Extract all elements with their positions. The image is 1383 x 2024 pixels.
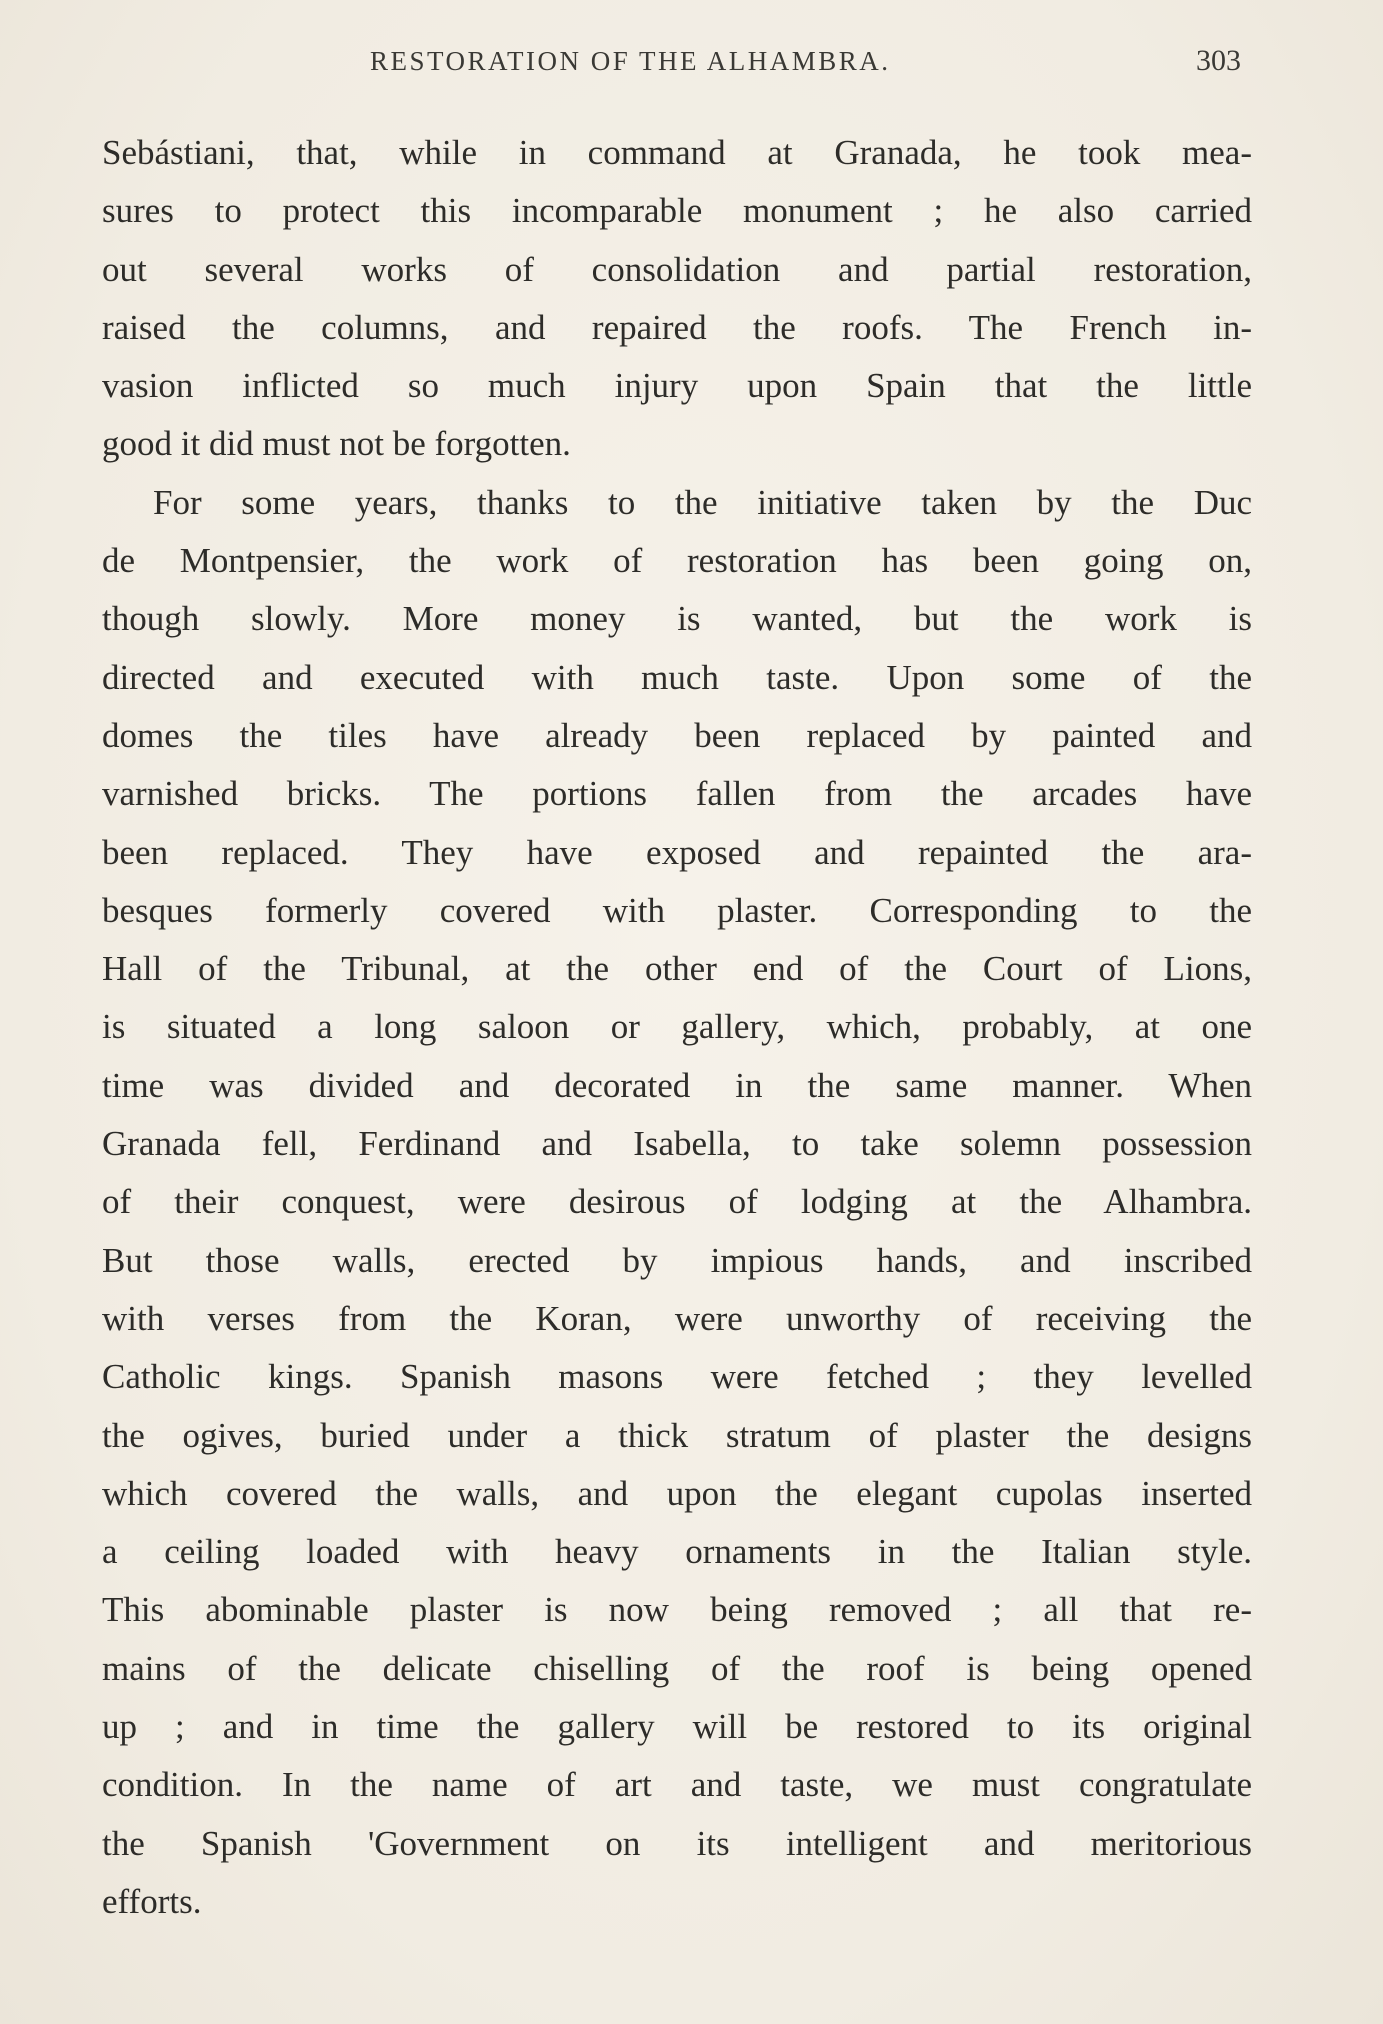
text-line: time was divided and decorated in the same manner. When — [102, 1065, 1252, 1105]
text-line: besques formerly covered with plaster. Corresponding to the — [102, 890, 1252, 930]
text-line: good it did must not be forgotten. — [102, 424, 571, 464]
text-line: domes the tiles have already been replaced by painted and — [102, 715, 1252, 755]
text-line: the Spanish 'Government on its intelligent and meritorious — [102, 1823, 1252, 1863]
text-line: raised the columns, and repaired the roofs. The French in- — [102, 307, 1252, 347]
text-line: is situated a long saloon or gallery, which, probably, at one — [102, 1007, 1252, 1047]
text-line: of their conquest, were desirous of lodging at the Alhambra. — [102, 1182, 1252, 1222]
text-line: with verses from the Koran, were unworthy of receiving the — [102, 1298, 1252, 1338]
text-line: vasion inflicted so much injury upon Spain that the little — [102, 366, 1252, 406]
text-line: up ; and in time the gallery will be restored to its original — [102, 1707, 1252, 1747]
text-line: though slowly. More money is wanted, but the work is — [102, 599, 1252, 639]
page-number: 303 — [1196, 44, 1241, 77]
text-line: de Montpensier, the work of restoration has been going on, — [102, 541, 1252, 581]
body-text — [102, 124, 1252, 1931]
text-line: sures to protect this incomparable monument ; he also carried — [102, 191, 1252, 231]
text-line: varnished bricks. The portions fallen from the arcades have — [102, 774, 1252, 814]
text-line: For some years, thanks to the initiative taken by the Duc — [153, 482, 1252, 522]
text-line: directed and executed with much taste. Upon some of the — [102, 657, 1252, 697]
text-line: efforts. — [102, 1881, 202, 1921]
text-line: But those walls, erected by impious hands, and inscribed — [102, 1240, 1252, 1280]
text-line: Catholic kings. Spanish masons were fetched ; they levelled — [102, 1357, 1252, 1397]
text-line: a ceiling loaded with heavy ornaments in the Italian style. — [102, 1532, 1252, 1572]
text-line: Granada fell, Ferdinand and Isabella, to take solemn possession — [102, 1124, 1252, 1164]
text-line: condition. In the name of art and taste, we must congratulate — [102, 1765, 1252, 1805]
text-line: This abominable plaster is now being removed ; all that re- — [102, 1590, 1252, 1630]
text-line: the ogives, buried under a thick stratum of plaster the designs — [102, 1415, 1252, 1455]
text-line: mains of the delicate chiselling of the roof is being opened — [102, 1648, 1252, 1688]
text-line: which covered the walls, and upon the elegant cupolas inserted — [102, 1473, 1252, 1513]
running-head-title: RESTORATION OF THE ALHAMBRA. — [370, 46, 891, 76]
text-line: Sebástiani, that, while in command at Granada, he took mea- — [102, 133, 1252, 172]
text-line: Hall of the Tribunal, at the other end of the Court of Lions, — [102, 949, 1252, 989]
text-line: been replaced. They have exposed and repainted the ara- — [102, 832, 1252, 872]
text-line: out several works of consolidation and partial restoration, — [102, 249, 1252, 289]
